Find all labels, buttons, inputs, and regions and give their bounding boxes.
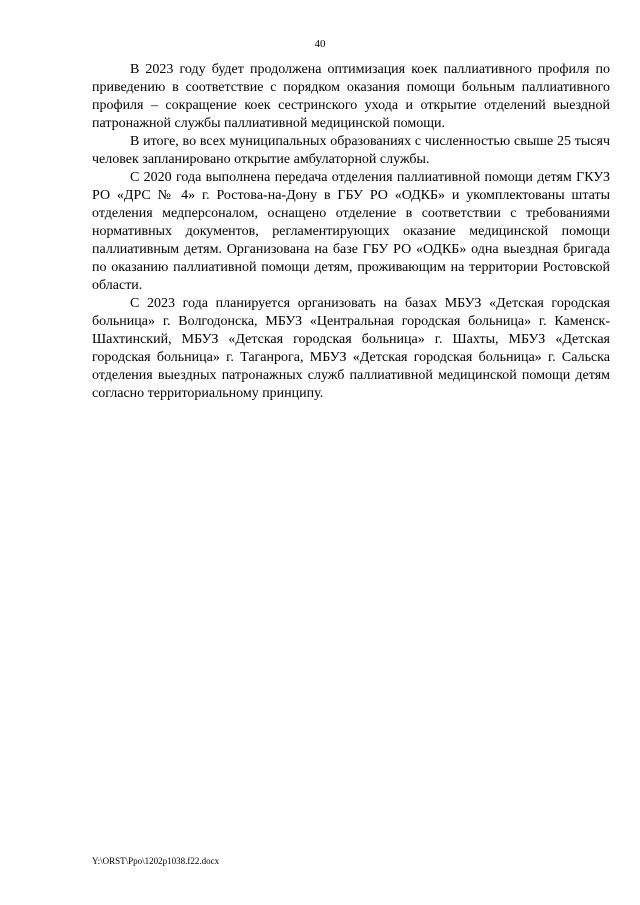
paragraph-2023-plan: С 2023 года планируется организовать на базах МБУЗ «Детская городская больница» г. Волгодонска, МБУЗ «Центральная городская больница» г. Каменск-Шахтинский, МБУЗ «Детская городская больница» г. Шахты, МБУЗ «Детская городская больница» г. Таганрога, МБУЗ «Детская городская больница» г. Сальска отделения выездных патронажных служб паллиативной медицинской помощи детям согласно территориальному принципу.	[92, 296, 610, 401]
paragraph-children-palliative-transfer: С 2020 года выполнена передача отделения паллиативной помощи детям ГКУЗ РО «ДРС № 4» г. Ростова-на-Дону в ГБУ РО «ОДКБ» и укомплектованы штаты отделения медперсоналом, оснащено отделение в соответствии с требованиями нормативных документов, регламентирующих оказание медицинской помощи паллиативным детям. Организована на базе ГБУ РО «ОДКБ» одна выездная бригада по оказанию паллиативной помощи детям, проживающим на территории Ростовской области.	[92, 170, 610, 293]
paragraph-bed-optimization: В 2023 году будет продолжена оптимизация коек паллиативного профиля по приведению в соответствие с порядком оказания помощи больным паллиативного профиля – сокращение коек сестринского ухода и открытие отделений выездной патронажной службы паллиативной медицинской помощи.	[92, 62, 610, 131]
paragraph-outpatient-service: В итоге, во всех муниципальных образованиях с численностью свыше 25 тысяч человек запланировано открытие амбулаторной службы.	[92, 134, 610, 167]
document-body	[92, 61, 610, 403]
footer-file-path: Y:\ORST\Ppo\1202p1038.f22.docx	[92, 856, 220, 866]
page-number: 40	[314, 38, 326, 50]
